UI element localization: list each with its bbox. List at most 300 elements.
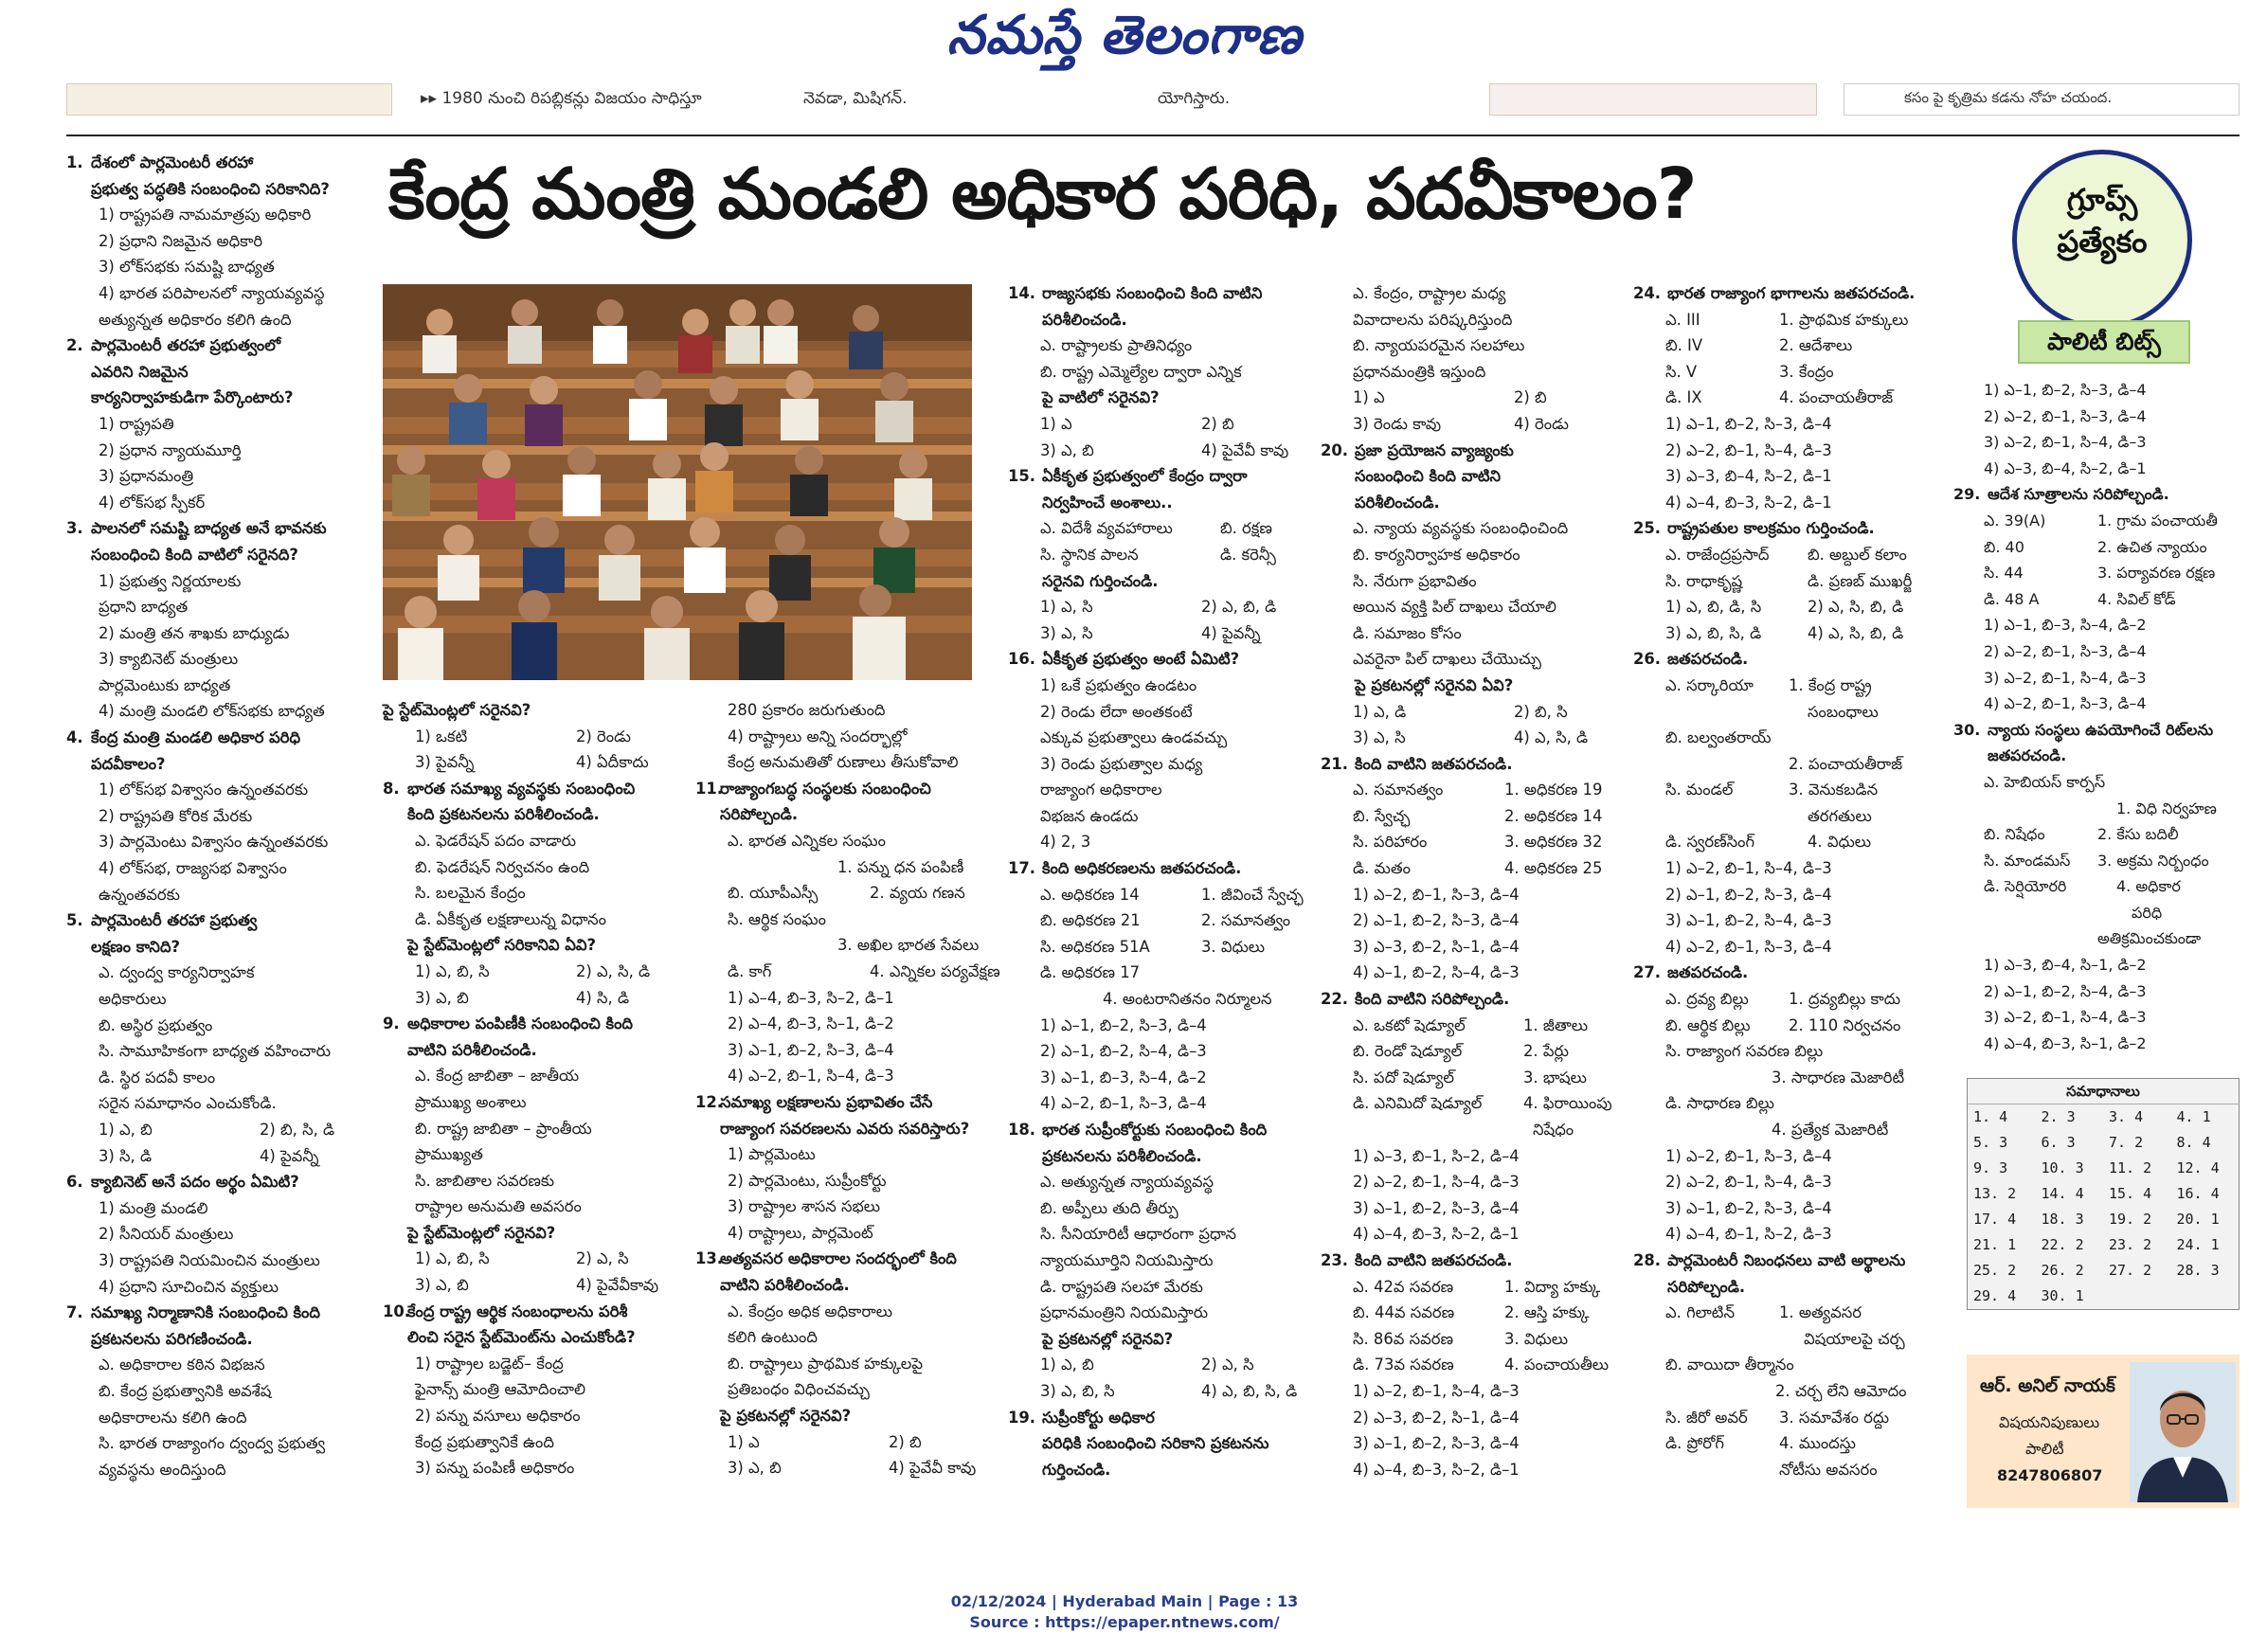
question-17: 17. కింది అధికరణలను జతపరచండి.: [1008, 859, 1242, 878]
option: 4) ఎ–4, బి–3, సి–2, డి–1: [1665, 493, 1832, 512]
statement: సి. సామూహికంగా బాధ్యత వహించారు: [99, 1042, 331, 1061]
statement: కలిగి ఉంటుంది: [728, 1328, 818, 1347]
match-row: సి. 86వ సవరణ 3. విధులు: [1353, 1329, 1569, 1348]
strip-snippet-2: నెవడా, మిషిగన్.: [803, 89, 908, 108]
answer-cell: 15. 4: [2109, 1185, 2152, 1202]
option: 4) ఎ–1, బి–2, సి–4, డి–3: [1353, 963, 1520, 982]
options-row: 1) ఎ, బి 2) ఎ, సి: [1040, 1356, 1254, 1374]
match-item: ఎ. భారత ఎన్నికల సంఘం: [728, 831, 886, 850]
match-row: డి. 73వ సవరణ 4. పంచాయతీలు: [1353, 1356, 1610, 1374]
statement: ఎ. ఫెడరేషన్ పదం వాడారు: [415, 831, 577, 850]
match-row: సి. రాధాకృష్ణ డి. ప్రణబ్ ముఖర్జీ: [1665, 571, 1913, 590]
option: అత్యున్నత అధికారం కలిగి ఉంది: [99, 310, 292, 329]
answer-cell: 2. 3: [2041, 1108, 2076, 1125]
column-4: [1008, 280, 1321, 1482]
column-3: [695, 697, 1008, 1481]
option: 3) లోక్‌సభకు సమష్టి బాధ్యత: [99, 258, 275, 277]
option: 3) ఎ–1, బి–3, సి–4, డి–2: [1040, 1068, 1207, 1086]
option: విభజన ఉండదు: [1040, 806, 1139, 825]
match-row: సి. జీరో అవర్ 3. సమావేశం రద్దు: [1665, 1408, 1890, 1427]
options-row: 1) ఎ 2) బి: [1040, 414, 1234, 433]
question-23: 23. కింది వాటిని జతపరచండి.: [1321, 1250, 1513, 1269]
masthead-title: నమస్తే తెలంగాణ: [946, 4, 1303, 66]
question-2-text: కార్యనిర్వాహకుడిగా పేర్కొంటారు?: [91, 388, 294, 407]
statement: సి. జాబితాల సవరణకు: [415, 1171, 555, 1190]
statement: అధికారాలను కలిగి ఉంది: [99, 1408, 247, 1427]
question-12-text: రాజ్యాంగ సవరణలను ఎవరు సవరిస్తారు?: [720, 1119, 970, 1138]
answer-cell: 18. 3: [2041, 1211, 2084, 1228]
option: 2) ఎ–2, బి–1, సి–4, డి–3: [1353, 1173, 1520, 1192]
match-row: ఎ. ఒకటో షెడ్యూల్ 1. జీతాలు: [1353, 1015, 1589, 1034]
answer-cell: [2171, 1284, 2240, 1309]
match-row: ఎ. అధికరణ 14 1. జీవించే స్వేచ్ఛ: [1040, 885, 1304, 904]
question-12: 12.సమాఖ్య లక్షణాలను ప్రభావితం చేసే: [695, 1092, 933, 1111]
options-row: 1) ఎ, సి 2) ఎ, బి, డి: [1040, 598, 1277, 617]
option: 2) ఎ–1, బి–2, సి–4, డి–3: [1984, 981, 2147, 1000]
statement: ప్రధానమంత్రికి ఇస్తుంది: [1353, 362, 1486, 381]
match-row: ఎ. III 1. ప్రాథమిక హక్కులు: [1665, 310, 1909, 329]
match-row: బి. ఆర్థిక బిల్లు 2. 110 నిర్వచనం: [1665, 1015, 1901, 1034]
match-row: బి. అధికరణ 21 2. సమానత్వం: [1040, 911, 1291, 930]
match-row: బి. నిషేధం 2. కేసు బదిలీ: [1984, 825, 2179, 844]
footer-date-line: 02/12/2024 | Hyderabad Main | Page : 13: [950, 1592, 1299, 1610]
options-row: 3) ఎ, బి, సి 4) ఎ, బి, సి, డి: [1040, 1381, 1298, 1400]
match-item: తరగతులు: [1808, 806, 1872, 825]
match-row: డి. స్వరణ్‌సింగ్ 4. విధులు: [1665, 833, 1872, 852]
column-2: [383, 697, 695, 1481]
question-4: 4. కేంద్ర మంత్రి మండలి అధికార పరిధి: [66, 728, 301, 747]
question-20-text: పరిశీలించండి.: [1355, 493, 1440, 512]
answer-cell: 14. 4: [2041, 1185, 2084, 1202]
answer-cell: 16. 4: [2176, 1185, 2220, 1202]
option: రాజ్యాంగ అధికారాల: [1040, 781, 1162, 799]
question-2: 2. పార్లమెంటరీ తరహా ప్రభుత్వంలో: [66, 336, 281, 355]
question-20: 20. ప్రజా ప్రయోజన వ్యాజ్యంకు: [1321, 440, 1514, 459]
match-item: 4. అంటరానితనం నిర్మూలన: [1103, 990, 1272, 1009]
match-item: నిషేధం: [1533, 1121, 1574, 1139]
option: 1) రాష్ట్రాల బడ్జెట్– కేంద్ర: [415, 1354, 564, 1373]
match-row: ఎ. గిలాటిన్ 1. అత్యవసర: [1665, 1303, 1862, 1322]
strip-box-right: [1489, 83, 1817, 116]
option: 4) ఎ–2, బి–1, సి–3, డి–4: [1984, 694, 2147, 713]
options-row: 1) ఎ, బి, సి 2) ఎ, సి: [415, 1249, 629, 1268]
statement: సి. బలమైన కేంద్రం: [415, 884, 526, 903]
option: 3) ఎ–3, బి–4, సి–2, డి–1: [1665, 467, 1832, 486]
match-row: డి. మతం 4. అధికరణ 25: [1353, 859, 1603, 878]
option: 4) ఎ–2, బి–1, సి–4, డి–3: [728, 1067, 894, 1086]
options-row: 3) సి, డి 4) పైవన్నీ: [99, 1146, 319, 1165]
match-item: డి. అధికరణ 17: [1040, 963, 1141, 982]
question-9: 9. అధికారాల పంపిణీకి సంబంధించి కింది: [383, 1015, 633, 1033]
option: 1) ఎ–3, బి–4, సి–1, డి–2: [1984, 956, 2147, 975]
option: 3) రాష్ట్రపతి నియమించిన మంత్రులు: [99, 1250, 320, 1269]
question-4-text: పదవీకాలం?: [91, 754, 166, 773]
options-row: 1) ఎ 2) బి: [1353, 388, 1547, 407]
match-item: అతిక్రమించకుండా: [2097, 929, 2202, 948]
options-row: 1) ఎ, బి, డి, సి 2) ఎ, సి, బి, డి: [1665, 598, 1904, 617]
answer-cell: 26. 2: [2041, 1262, 2084, 1279]
match-item: సి. ఆర్థిక సంఘం: [728, 909, 826, 928]
match-item: 2. చర్చ లేని ఆమోదం: [1775, 1381, 1907, 1400]
question-19-text: గుర్తించండి.: [1042, 1460, 1111, 1479]
answer-cell: 1. 4: [1973, 1108, 2008, 1125]
options-row: 3) ఎ, సి 4) ఎ, సి, డి: [1353, 728, 1589, 747]
question-prompt: పై ప్రకటనల్లో సరైనవి?: [720, 1407, 852, 1426]
answer-cell: 5. 3: [1973, 1134, 2008, 1151]
option: 280 ప్రకారం జరుగుతుంది: [728, 701, 886, 719]
match-row: సి. స్థానిక పాలన డి. కరెన్సీ: [1040, 545, 1276, 564]
option: 1) ఎ–2, బి–1, సి–3, డి–4: [1665, 1146, 1832, 1165]
options-row: 3) ఎ, బి 4) పైవేవీ కావు: [1040, 440, 1289, 459]
match-row: బి. 40 2. ఉచిత న్యాయం: [1984, 537, 2207, 556]
option: 1) ఎ–2, బి–1, సి–4, డి–3: [1353, 1381, 1520, 1400]
answer-cell: [2103, 1284, 2171, 1309]
statement: బి. అప్పీలు తుది తీర్పు: [1040, 1198, 1178, 1217]
footer-source-line: Source : https://epaper.ntnews.com/: [969, 1613, 1280, 1631]
statement: బి. కార్యనిర్వాహక అధికారం: [1353, 545, 1520, 564]
statement: బి. అస్థిర ప్రభుత్వం: [99, 1015, 213, 1034]
option: 3) రాష్ట్రాల శాసన సభలు: [728, 1197, 881, 1216]
answer-cell: 23. 2: [2109, 1236, 2152, 1253]
match-row: ఎ. విదేశీ వ్యవహారాలు బి. రక్షణ: [1040, 519, 1272, 538]
question-24: 24. భారత రాజ్యాంగ భాగాలను జతపరచండి.: [1633, 284, 1916, 302]
match-row: ఎ. సమానత్వం 1. అధికరణ 19: [1353, 781, 1603, 799]
statement: బి. న్యాయపరమైన సలహాలు: [1353, 336, 1525, 355]
option: 3) ఎ–1, బి–2, సి–3, డి–4: [1353, 1198, 1520, 1217]
masthead: [0, 4, 2249, 78]
statement: ఎ. కేంద్రం అధిక అధికారాలు: [728, 1302, 893, 1320]
answer-cell: 12. 4: [2176, 1159, 2220, 1176]
statement: బి. రాష్ట్ర ఎమ్మెల్యేల ద్వారా ఎన్నిక: [1040, 362, 1242, 381]
answer-cell: 29. 4: [1973, 1287, 2017, 1304]
answer-cell: 30. 1: [2041, 1287, 2084, 1304]
question-3-text: సంబంధించి కింది వాటిలో సరైనది?: [91, 545, 298, 564]
question-30: 30. న్యాయ సంస్థలు ఉపయోగించే రిట్‌లను: [1953, 720, 2214, 739]
statement: వ్యవస్థను అందిస్తుంది: [99, 1460, 226, 1479]
question-18-text: ప్రకటనలను పరిశీలించండి.: [1042, 1146, 1202, 1165]
option: 4) ఎ–2, బి–1, సి–3, డి–4: [1040, 1094, 1207, 1113]
statement: డి. రాష్ట్రపతి సలహా మేరకు: [1040, 1277, 1203, 1296]
statement: బి. రాష్ట్ర జాబితా – ప్రాంతీయ: [415, 1119, 592, 1138]
statement: ఎ. ద్వంద్వ కార్యనిర్వాహక: [99, 963, 255, 982]
options-row: 1) ఎ, బి, సి 2) ఎ, సి, డి: [415, 961, 651, 980]
match-item: 3. అఖిల భారత సేవలు: [837, 936, 980, 955]
strip-snippet-4: కసం పై కృత్రిమ కడను నోహ చయంద.: [1904, 89, 2113, 106]
option: 1) రాష్ట్రపతి: [99, 414, 174, 433]
match-row: ఎ. 39(A) 1. గ్రామ పంచాయతీ: [1984, 511, 2218, 530]
option: 4) లోక్‌సభ స్పీకర్: [99, 493, 206, 512]
option: 1) రాష్ట్రపతి నామమాత్రపు అధికారి: [99, 206, 312, 224]
parliament-photo: [383, 284, 972, 680]
answer-cell: 8. 4: [2176, 1134, 2211, 1151]
match-item: విషయాలపై చర్చ: [1804, 1329, 1905, 1348]
statement: ఎ. కేంద్ర జాబితా – జాతీయ: [415, 1067, 580, 1086]
statement: ఎ. అత్యున్నత న్యాయవ్యవస్థ: [1040, 1173, 1214, 1192]
answer-cell: 9. 3: [1973, 1159, 2008, 1176]
options-row: 3) రెండు కావు 4) రెండు: [1353, 414, 1569, 433]
match-item: 4. ప్రత్యేక మెజారిటీ: [1772, 1121, 1889, 1139]
option: 3) ఎ–1, బి–2, సి–3, డి–4: [1665, 1198, 1832, 1217]
statement: సి. సీనియారిటీ ఆధారంగా ప్రధాన: [1040, 1225, 1237, 1244]
question-16: 16. ఏకీకృత ప్రభుత్వం అంటే ఏమిటి?: [1008, 650, 1240, 669]
statement: సి. భారత రాజ్యాంగం ద్వంద్వ ప్రభుత్వ: [99, 1434, 326, 1453]
options-row: 1) ఒకటి 2) రెండు: [415, 727, 631, 745]
author-subject: పాలిటీ: [2025, 1440, 2064, 1458]
option: 4) ఎ–4, బి–3, సి–1, డి–2: [1984, 1033, 2147, 1052]
match-item: 3. సాధారణ మెజారిటీ: [1772, 1068, 1905, 1086]
question-11-text: సరిపోల్చండి.: [720, 805, 799, 824]
statement: ఎ. అధికారాల కఠిన విభజన: [99, 1356, 265, 1374]
match-row: సి. అధికరణ 51A 3. విధులు: [1040, 937, 1266, 956]
author-photo: [2130, 1362, 2236, 1502]
answer-cell: 22. 2: [2041, 1236, 2084, 1253]
option: 2) ఎ–2, బి–1, సి–4, డి–3: [1665, 440, 1832, 459]
answer-cell: 27. 2: [2109, 1262, 2152, 1279]
answer-cell: 25. 2: [1973, 1262, 2017, 1279]
question-28-text: సరిపోల్చండి.: [1667, 1277, 1746, 1296]
match-row: సి. V 3. కేంద్రం: [1665, 362, 1834, 381]
badge-line-2: ప్రత్యేకం: [2057, 224, 2148, 260]
match-row: బి. యూపీఎస్సీ 2. వ్యయ గణన: [728, 884, 965, 903]
options-row: 3) ఎ, బి, సి, డి 4) ఎ, సి, బి, డి: [1665, 623, 1904, 642]
question-14: 14. రాజ్యసభకు సంబంధించి కింది వాటిని: [1008, 284, 1263, 302]
match-item: బి. వాయిదా తీర్మానం: [1665, 1356, 1794, 1374]
question-22: 22. కింది వాటిని సరిపోల్చండి.: [1321, 990, 1510, 1009]
statement: ప్రాముఖ్యత: [415, 1145, 483, 1164]
author-phone: 8247806807: [1997, 1466, 2103, 1484]
column-1: [66, 150, 379, 1482]
match-item: 1. విధి నిర్వహణ: [2116, 799, 2217, 817]
answer-cell: 11. 2: [2109, 1159, 2152, 1176]
option: ఉన్నంతవరకు: [99, 885, 180, 904]
question-prompt: పై స్టేట్‌మెంట్లలో సరైనవి?: [383, 701, 531, 719]
question-5-text: లక్షణం కానిది?: [91, 937, 181, 956]
option: 1) ఒకే ప్రభుత్వం ఉండటం: [1040, 675, 1197, 694]
option: 2) ఎ–2, బి–1, సి–3, డి–4: [1984, 406, 2147, 425]
option: 3) క్యాబినెట్ మంత్రులు: [99, 650, 239, 669]
options-row: 3) పైవన్నీ 4) ఏదీకాదు: [415, 753, 649, 772]
match-row: సి. పరిహారం 3. అధికరణ 32: [1353, 833, 1603, 852]
match-row: సి. 44 3. పర్యావరణ రక్షణ: [1984, 564, 2216, 583]
option: 3) ఎ–2, బి–1, సి–4, డి–3: [1984, 1008, 2147, 1027]
question-19-text: పరిధికి సంబంధించి సరికాని ప్రకటనను: [1042, 1434, 1269, 1453]
option: 1) పార్లమెంటు: [728, 1145, 816, 1164]
strip-snippet-1: ▸▸ 1980 నుంచి రిపబ్లికన్లు విజయం సాధిస్తూ: [421, 89, 702, 108]
option: 2) ఎ–1, బి–2, సి–3, డి–4: [1353, 911, 1520, 930]
match-row: బి. స్వేచ్ఛ 2. అధికరణ 14: [1353, 806, 1603, 825]
option: 2) ఎ–2, బి–1, సి–4, డి–3: [1665, 1173, 1832, 1192]
question-13: 13.అత్యవసర అధికారాల సందర్భంలో కింది: [695, 1249, 957, 1268]
top-strip: [0, 83, 2249, 131]
statement: సి. నేరుగా ప్రభావితం: [1353, 571, 1477, 590]
question-8-text: కింది ప్రకటనలను పరిశీలించండి.: [407, 805, 600, 824]
answer-cell: 4. 1: [2176, 1108, 2211, 1125]
option: 4) ఎ–4, బి–3, సి–2, డి–1: [1353, 1460, 1520, 1479]
statement: అధికారులు: [99, 990, 167, 1008]
option: 1) ఎ–1, బి–2, సి–3, డి–4: [1040, 1015, 1207, 1034]
answer-cell: 10. 3: [2041, 1159, 2084, 1176]
answer-cell: 17. 4: [1973, 1211, 2017, 1228]
option: ప్రధాని బాధ్యత: [99, 598, 189, 617]
option: 1) ఎ–4, బి–3, సి–2, డి–1: [728, 988, 894, 1007]
option: 4) ఎ–2, బి–1, సి–3, డి–4: [1665, 937, 1832, 956]
option: 4) ఎ–4, బి–3, సి–2, డి–1: [1353, 1225, 1520, 1244]
question-prompt: పై ప్రకటనల్లో సరైనవి?: [1042, 1329, 1174, 1348]
options-row: 3) ఎ, బి 4) పైవేవీకావు: [415, 1276, 659, 1295]
option: 3) పార్లమెంటు విశ్వాసం ఉన్నంతవరకు: [99, 833, 329, 852]
option: 2) మంత్రి తన శాఖకు బాధ్యుడు: [99, 623, 290, 642]
statement: డి. ఏకీకృత లక్షణాలున్న విధానం: [415, 909, 606, 928]
match-row: ఎ. 42వ సవరణ 1. విద్యా హక్కు: [1353, 1277, 1601, 1296]
question-prompt: సరైన సమాధానం ఎంచుకోండి.: [99, 1094, 277, 1113]
question-6: 6. క్యాబినెట్ అనే పదం అర్థం ఏమిటి?: [66, 1173, 299, 1192]
statement: బి. రాష్ట్రాలు ప్రాథమిక హక్కులపై: [728, 1354, 924, 1373]
option: 4) రాష్ట్రాలు, పార్లమెంట్: [728, 1223, 873, 1242]
column-7: [1946, 377, 2245, 1056]
match-row: సి. మండల్ 3. వెనుకబడిన: [1665, 781, 1879, 799]
question-28: 28. పార్లమెంటరీ నిబంధనలు వాటి అర్థాలను: [1633, 1250, 1906, 1269]
option: 4) ఎ–3, బి–4, సి–2, డి–1: [1984, 458, 2147, 477]
question-19: 19. సుప్రీంకోర్టు అధికార: [1008, 1408, 1155, 1427]
option: 2) ఎ–1, బి–2, సి–3, డి–4: [1665, 885, 1832, 904]
option: 2) ఎ–3, బి–2, సి–1, డి–4: [1353, 1408, 1520, 1427]
statement: రాష్ట్రాల అనుమతి అవసరం: [415, 1197, 582, 1216]
options-row: 1) ఎ, డి 2) బి, సి: [1353, 702, 1568, 721]
page-footer: [0, 1591, 2249, 1633]
option: ఎక్కువ ప్రభుత్వాలు ఉండవచ్చు: [1040, 728, 1228, 747]
match-item: బి. బల్వంతరాయ్: [1665, 728, 1772, 747]
question-10-text: లించి సరైన స్టేట్‌మెంట్‌ను ఎంచుకోండి?: [407, 1328, 636, 1347]
options-row: 1) ఎ, బి 2) బి, సి, డి: [99, 1120, 335, 1139]
option: 4) 2, 3: [1040, 833, 1091, 852]
option: 2) ఎ–2, బి–1, సి–3, డి–4: [1984, 641, 2147, 660]
option: 1) ఎ–1, బి–3, సి–4, డి–2: [1984, 616, 2147, 635]
option: 3) ప్రధానమంత్రి: [99, 467, 194, 486]
match-item: 2. పంచాయతీరాజ్: [1789, 754, 1903, 773]
answer-cell: 7. 2: [2109, 1134, 2144, 1151]
option: 1) ఎ–2, బి–1, సి–4, డి–3: [1665, 859, 1832, 878]
statement: ఎ. కేంద్రం, రాష్ట్రాల మధ్య: [1353, 284, 1506, 302]
match-row: బి. రెండో షెడ్యూల్ 2. పేర్లు: [1353, 1042, 1569, 1061]
option: 3) ఎ–2, బి–1, సి–4, డి–3: [1984, 433, 2147, 452]
option: 3) ఎ–3, బి–2, సి–1, డి–4: [1353, 937, 1520, 956]
option: 2) రాష్ట్రపతి కోరిక మేరకు: [99, 806, 253, 825]
question-5: 5. పార్లమెంటరీ తరహా ప్రభుత్వ: [66, 911, 258, 930]
option: ఫైనాన్స్ మంత్రి ఆమోదించాలి: [415, 1380, 585, 1399]
option: కేంద్ర అనుమతితో రుణాలు తీసుకోవాలి: [728, 753, 959, 772]
options-row: 3) ఎ, సి 4) పైవన్నీ: [1040, 623, 1261, 642]
question-26: 26. జతపరచండి.: [1633, 650, 1749, 669]
answer-key: [1967, 1078, 2240, 1310]
question-1: 1. దేశంలో పార్లమెంటరీ తరహా: [66, 153, 254, 171]
option: 4) మంత్రి మండలి లోక్‌సభకు బాధ్యత: [99, 702, 325, 721]
statement: న్యాయమూర్తిని నియమిస్తారు: [1040, 1250, 1214, 1269]
question-7-text: ప్రకటనలను పరిగణించండి.: [91, 1329, 253, 1348]
option: 3) ఎ–1, బి–2, సి–3, డి–4: [728, 1040, 894, 1059]
statement: అయిన వ్యక్తి పిల్ దాఖలు చేయాలి: [1353, 598, 1556, 617]
author-card: [1967, 1355, 2240, 1508]
groups-special-badge: [2012, 150, 2192, 330]
question-3: 3. పాలనలో సమష్టి బాధ్యత అనే భావనకు: [66, 519, 327, 538]
match-row: బి. IV 2. ఆదేశాలు: [1665, 336, 1853, 355]
question-13-text: వాటిని పరిశీలించండి.: [720, 1276, 850, 1295]
column-6: [1633, 280, 1946, 1482]
option: 1) లోక్‌సభ విశ్వాసం ఉన్నంతవరకు: [99, 781, 309, 799]
parliament-photo-graphic: [383, 284, 972, 680]
question-14-text: పరిశీలించండి.: [1042, 310, 1127, 329]
option: 4) భారత పరిపాలనలో న్యాయవ్యవస్థ: [99, 283, 325, 302]
match-row: డి. IX 4. పంచాయతీరాజ్: [1665, 388, 1894, 407]
statement: ఎ. న్యాయ వ్యవస్థకు సంబంధించింది: [1353, 519, 1569, 538]
question-29: 29. ఆదేశ సూత్రాలను సరిపోల్చండి.: [1953, 485, 2169, 504]
option: 1) ఎ–1, బి–2, సి–3, డి–4: [1665, 414, 1832, 433]
match-item: 1. పన్ను ధన పంపిణీ: [837, 857, 964, 876]
match-row: సి. పదో షెడ్యూల్ 3. భాషలు: [1353, 1068, 1587, 1086]
question-prompt: పై స్టేట్‌మెంట్లలో సరైనవి?: [407, 1223, 556, 1242]
option: 1) మంత్రి మండలి: [99, 1198, 208, 1217]
options-row: 3) ఎ, బి 4) పైవేవీ కావు: [728, 1459, 977, 1478]
strip-box-left: [66, 83, 392, 116]
statement: ప్రధానమంత్రిని నియమిస్తారు: [1040, 1303, 1209, 1322]
question-prompt: పై వాటిలో సరైనవి?: [1042, 388, 1160, 407]
answer-cell: 24. 1: [2176, 1236, 2220, 1253]
question-1-text: ప్రభుత్వ పద్ధతికి సంబంధించి సరికానిది?: [91, 179, 330, 198]
statement: ఎ. రాష్ట్రాలకు ప్రాతినిధ్యం: [1040, 336, 1193, 355]
question-prompt: సరైనవి గుర్తించండి.: [1042, 571, 1159, 590]
question-11: 11.రాజ్యాంగబద్ధ సంస్థలకు సంబంధించి: [695, 779, 931, 798]
option: 1) ఎ–1, బి–2, సి–3, డి–4: [1984, 381, 2147, 399]
statement: డి. స్థిర పదవీ కాలం: [99, 1068, 216, 1086]
options-row: 3) ఎ, బి 4) సి, డి: [415, 988, 630, 1007]
match-row: ఎ. ద్రవ్య బిల్లు 1. ద్రవ్యబిల్లు కాదు: [1665, 990, 1900, 1009]
answer-key-table: [1968, 1104, 2239, 1309]
answer-cell: 3. 4: [2109, 1108, 2144, 1125]
question-prompt: పై స్టేట్‌మెంట్లలో సరికానివి ఏవి?: [407, 936, 597, 955]
option: 3) పన్ను పంపిణీ అధికారం: [415, 1459, 575, 1478]
match-row: డి. ఎనిమిదో షెడ్యూల్ 4. ఫిరాయింపు: [1353, 1094, 1612, 1113]
polity-bits-label: పాలిటీ బిట్స్: [2018, 320, 2190, 364]
match-row: డి. కాగ్ 4. ఎన్నికల పర్యవేక్షణ: [728, 961, 1000, 980]
option: 4) రాష్ట్రాలు అన్ని సందర్భాల్లో: [728, 727, 908, 745]
option: 3) రెండు ప్రభుత్వాల మధ్య: [1040, 754, 1203, 773]
match-row: సి. మాండమస్ 3. అక్రమ నిర్బంధం: [1984, 851, 2209, 870]
statement: ఎవరైనా పిల్ దాఖలు చేయొచ్చు: [1353, 650, 1541, 669]
match-item: ఎ. హెబియస్ కార్పస్: [1984, 772, 2106, 791]
statement: ప్రాముఖ్య అంశాలు: [415, 1092, 527, 1111]
option: 2) ప్రధాని నిజమైన అధికారి: [99, 231, 263, 250]
answer-cell: 21. 1: [1973, 1236, 2017, 1253]
option: 3) ఎ–1, బి–2, సి–3, డి–4: [1353, 1434, 1520, 1453]
options-row: 1) ఎ 2) బి: [728, 1432, 922, 1451]
option: కేంద్ర ప్రభుత్వానికే ఉంది: [415, 1432, 554, 1451]
answer-cell: 28. 3: [2176, 1262, 2220, 1279]
option: 4) ప్రధాని సూచించిన వ్యక్తులు: [99, 1277, 279, 1296]
option: 2) సీనియర్ మంత్రులు: [99, 1225, 234, 1244]
statement: ప్రతిబంధం విధించవచ్చు: [728, 1380, 870, 1399]
match-row: ఎ. సర్కారియా 1. కేంద్ర రాష్ట్ర: [1665, 675, 1872, 694]
option: 4) ఎ–4, బి–1, సి–2, డి–3: [1665, 1225, 1832, 1244]
option: 1) ప్రభుత్వ నిర్ణయాలకు: [99, 571, 242, 590]
question-25: 25. రాష్ట్రపతుల కాలక్రమం గుర్తించండి.: [1633, 519, 1875, 538]
answer-key-title: సమాధానాలు: [1968, 1079, 2239, 1104]
option: 2) ప్రధాన న్యాయమూర్తి: [99, 440, 242, 459]
match-item: సి. రాజ్యాంగ సవరణ బిల్లు: [1665, 1042, 1824, 1061]
option: 4) లోక్‌సభ, రాజ్యసభ విశ్వాసం: [99, 859, 287, 878]
author-role: విషయనిపుణులు: [1999, 1413, 2100, 1431]
option: 2) పార్లమెంటు, సుప్రీంకోర్టు: [728, 1171, 887, 1190]
question-15: 15. ఏకీకృత ప్రభుత్వంలో కేంద్రం ద్వారా: [1008, 467, 1248, 486]
author-name: ఆర్. అనిల్ నాయక్: [1980, 1375, 2115, 1396]
